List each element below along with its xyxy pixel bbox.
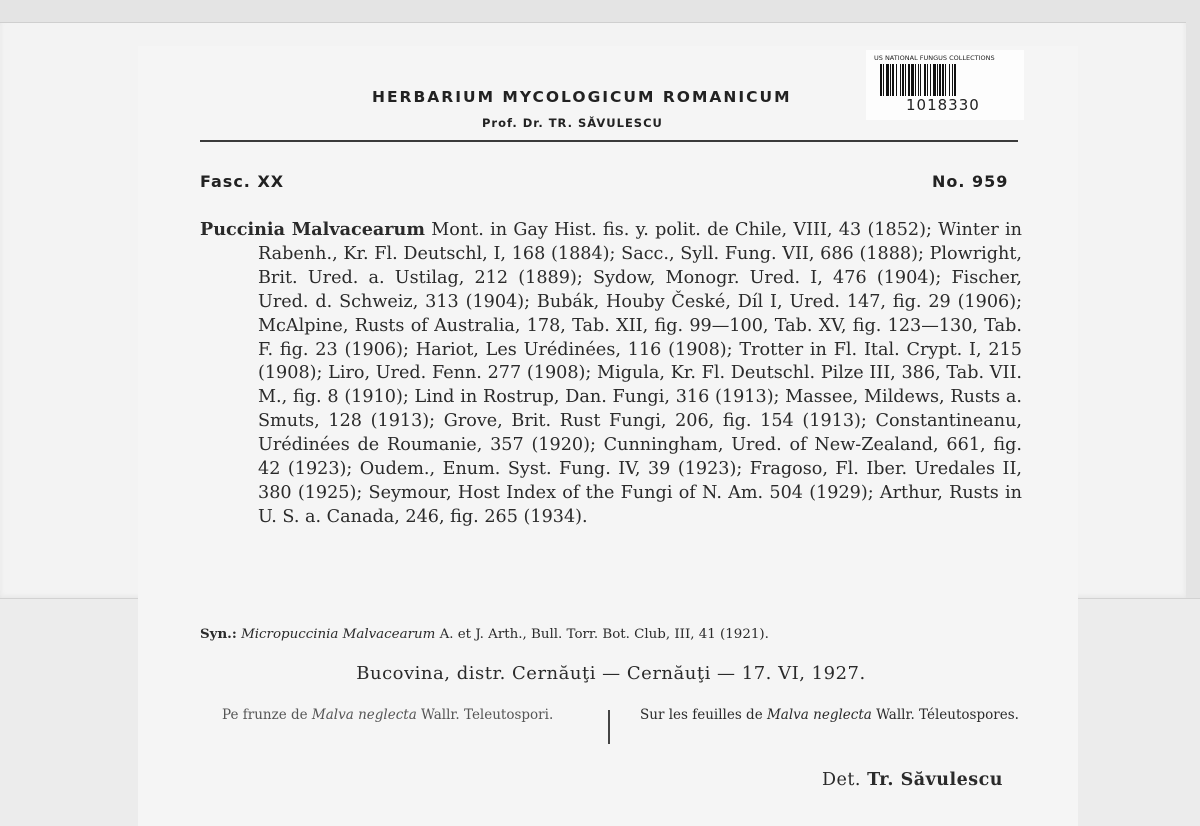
barcode-caption: US NATIONAL FUNGUS COLLECTIONS <box>874 54 995 62</box>
barcode-label <box>866 50 1024 120</box>
synonym-name: Micropuccinia Malvacearum <box>241 627 436 642</box>
header-divider <box>200 140 1018 142</box>
herbarium-title: HERBARIUM MYCOLOGICUM ROMANICUM <box>372 88 792 106</box>
host-romanian-suffix: Wallr. Teleutospori. <box>421 707 554 723</box>
locality-line: Bucovina, distr. Cernăuţi — Cernăuţi — 17. VI, 1927. <box>356 663 866 684</box>
host-romanian-prefix: Pe frunze de <box>222 707 308 723</box>
barcode-number: 1018330 <box>906 96 980 114</box>
host-romanian <box>222 707 592 724</box>
species-name: Puccinia Malvacearum <box>200 219 425 240</box>
specimen-number: No. 959 <box>932 172 1009 191</box>
host-romanian-name: Malva neglecta <box>311 707 417 723</box>
determiner-line <box>822 770 1003 790</box>
host-french-suffix: Wallr. Téleutospores. <box>876 707 1019 723</box>
synonym-text: A. et J. Arth., Bull. Torr. Bot. Club, III, 41 (1921). <box>439 627 769 642</box>
synonym-line <box>200 626 1022 642</box>
determiner-name: Tr. Săvulescu <box>867 770 1003 790</box>
fascicle-label: Fasc. XX <box>200 172 285 191</box>
species-citation <box>200 218 1022 530</box>
host-french-prefix: Sur les feuilles de <box>640 707 763 723</box>
citation-text: Mont. in Gay Hist. fis. y. polit. de Chile, VIII, 43 (1852); Winter in Rabenh., Kr. Fl. Deutschl, I, 168 (1884); Sacc., Syll. Fung. VII, 686 (1888); Plowright, Brit. Ured. a. Ustilag, 212 (1889); Sydow, Monogr. Ured. I, 476 (1904); Fischer, Ured. d. Schweiz, 313 (1904); Bubák, Houby České, Díl I, Ured. 147, fig. 29 (1906); McAlpine, Rusts of Australia, 178, Tab. XII, fig. 99—100, Tab. XV, fig. 123—130, Tab. F. fig. 23 (1906); Hariot, Les Urédinées, 116 (1908); Trotter in Fl. Ital. Crypt. I, 215 (1908); Liro, Ured. Fenn. 277 (1908); Migula, Kr. Fl. Deutschl. Pilze III, 386, Tab. VII. M., fig. 8 (1910); Lind in Rostrup, Dan. Fungi, 316 (1913); Massee, Mildews, Rusts a. Smuts, 128 (1913); Grove, Brit. Rust Fungi, 206, fig. 154 (1913); Constantineanu, Urédinées de Roumanie, 357 (1920); Cunningham, Ured. of New-Zealand, 661, fig. 42 (1923); Oudem., Enum. Syst. Fung. IV, 39 (1923); Fragoso, Fl. Iber. Uredales II, 380 (1925); Seymour, Host Index of the Fungi of N. Am. 504 (1929); Arthur, Rusts in U. S. a. Canada, 246, fig. 265 (1934). <box>258 220 1022 527</box>
host-french-name: Malva neglecta <box>766 707 872 723</box>
synonym-label: Syn.: <box>200 626 237 642</box>
host-french <box>640 707 1022 724</box>
determiner-prefix: Det. <box>822 770 861 790</box>
barcode-icon <box>880 64 1010 96</box>
herbarium-subtitle: Prof. Dr. TR. SĂVULESCU <box>482 116 663 130</box>
host-divider <box>608 710 610 744</box>
